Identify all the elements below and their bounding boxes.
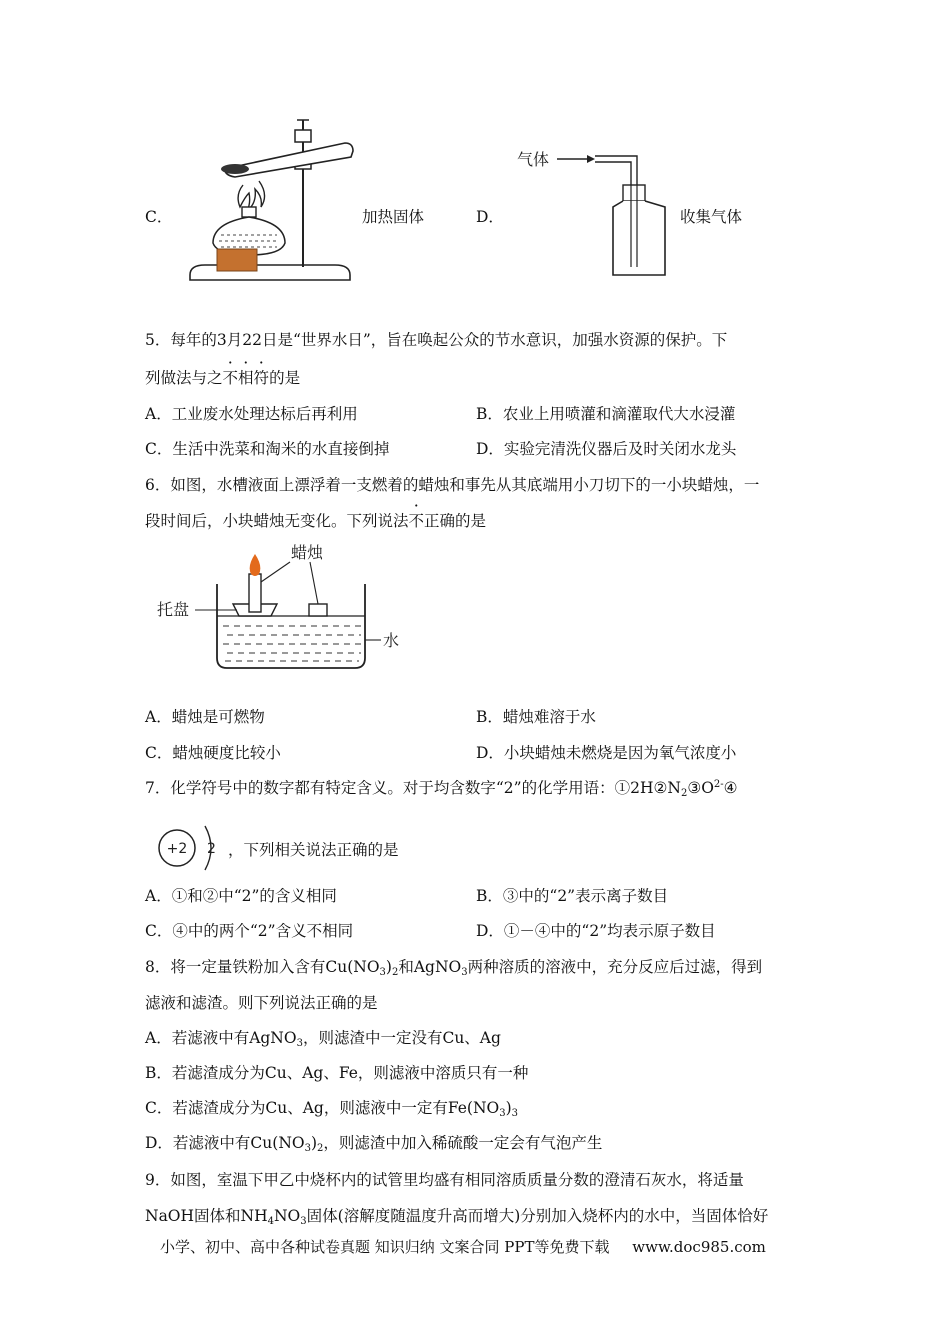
footer-text: 小学、初中、高中各种试卷真题 知识归纳 文案合同 PPT等免费下载 [160, 1238, 610, 1256]
q6-option-c: C．蜡烛硬度比较小 [145, 744, 281, 762]
emphasis-dot: 不 [408, 512, 425, 530]
q9-stem-line1: 9．如图，室温下甲乙中烧杯内的试管里均盛有相同溶质质量分数的澄清石灰水，将适量 [145, 1171, 744, 1189]
q6-option-d: D．小块蜡烛未燃烧是因为氧气浓度小 [476, 744, 737, 762]
page-footer [160, 1236, 766, 1257]
ion-structure-diagram [157, 822, 227, 874]
q8-option-b: B．若滤渣成分为Cu、Ag、Fe，则滤液中溶质只有一种 [145, 1064, 529, 1082]
q5-option-a: A．工业废水处理达标后再利用 [145, 405, 358, 423]
nucleus-charge: +2 [166, 841, 188, 857]
q5-stem-line2: 列做法与之不相符的是 [145, 369, 301, 387]
shell-electrons: 2 [207, 841, 216, 857]
q8-option-d: D．若滤液中有$Cu(NO_3)_2$，则滤渣中加入稀硫酸一定会有气泡产生 [145, 1134, 603, 1154]
q7-stem-post: ，下列相关说法正确的是 [228, 841, 399, 859]
emphasis-dot-1: 不 [222, 369, 239, 387]
collect-gas-apparatus-figure [515, 145, 675, 280]
q8-stem-line1: 8．将一定量铁粉加入含有$Cu(NO_3)_2$和AgNO$_3$两种溶质的溶液中，充分反应后过滤，得到 [145, 958, 763, 978]
q5-option-b: B．农业上用喷灌和滴灌取代大水浸灌 [476, 405, 736, 423]
footer-url[interactable]: www.doc985.com [632, 1238, 766, 1256]
q6-option-b: B．蜡烛难溶于水 [476, 708, 596, 726]
candle-label: 蜡烛 [291, 543, 324, 562]
q5-option-d: D．实验完清洗仪器后及时关闭水龙头 [476, 440, 737, 458]
q7-option-d: D．①－④中的“2”均表示原子数目 [476, 922, 716, 940]
q4-option-d-caption: 收集气体 [680, 208, 743, 226]
q5-option-c: C．生活中洗菜和淘米的水直接倒掉 [145, 440, 390, 458]
gas-label: 气体 [517, 150, 550, 169]
q7-option-b: B．③中的“2”表示离子数目 [476, 887, 669, 905]
q7-option-c: C．④中的两个“2”含义不相同 [145, 922, 354, 940]
q6-stem-line2: 段时间后，小块蜡烛无变化。下列说法不正确的是 [145, 512, 487, 530]
emphasis-dot-3: 符 [253, 369, 270, 387]
q4-option-c-letter: C． [145, 208, 173, 226]
q7-option-a: A．①和②中“2”的含义相同 [145, 887, 337, 905]
q8-stem-line2: 滤液和滤渣。则下列说法正确的是 [145, 994, 378, 1012]
q7-stem: 7．化学符号中的数字都有特定含义。对于均含数字“2”的化学用语：$①2H②N_2③O^{2-}④$ [145, 779, 738, 799]
q8-option-c: C．若滤渣成分为Cu、Ag，则滤液中一定有$Fe(NO_3)_3$ [145, 1099, 519, 1119]
q6-stem-line1: 6．如图，水槽液面上漂浮着一支燃着的蜡烛和事先从其底端用小刀切下的一小块蜡烛，一 [145, 476, 760, 494]
q5-stem-line1: 5．每年的3月22日是“世界水日”，旨在唤起公众的节水意识，加强水资源的保护。下 [145, 331, 728, 349]
q9-stem-line2: NaOH固体和$NH_4NO_3$固体(溶解度随温度升高而增大)分别加入烧杯内的水中，当固体恰好 [145, 1207, 769, 1227]
water-label: 水 [383, 631, 400, 650]
emphasis-dot-2: 相 [238, 369, 254, 387]
q8-option-a: A．若滤液中有AgNO$_3$，则滤渣中一定没有Cu、Ag [145, 1029, 501, 1049]
q4-option-d-letter: D． [476, 208, 504, 226]
q6-option-a: A．蜡烛是可燃物 [145, 708, 265, 726]
heating-solid-apparatus-figure [185, 115, 360, 290]
tray-label: 托盘 [157, 600, 190, 619]
floating-candle-figure [155, 540, 410, 675]
q4-option-c-caption: 加热固体 [362, 208, 425, 226]
